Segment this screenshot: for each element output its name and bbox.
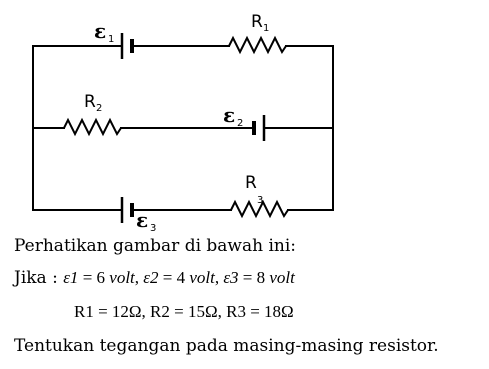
label-e3-sub: 3 xyxy=(150,223,157,234)
label-e1: ε xyxy=(94,19,107,43)
e2-unit: volt xyxy=(189,268,215,287)
resistor-r1 xyxy=(229,38,286,52)
e1-var: ε1 xyxy=(63,268,79,287)
e1-eq: = 6 xyxy=(78,268,110,287)
e2-var: ε2 xyxy=(143,268,159,287)
given-emf-line xyxy=(14,268,295,288)
sep-1: , xyxy=(134,268,144,287)
resistor-r2 xyxy=(64,120,121,134)
label-e2-sub: 2 xyxy=(237,118,244,129)
e2-eq: = 4 xyxy=(158,268,190,287)
label-r1: R xyxy=(251,12,263,32)
question-line: Tentukan tegangan pada masing-masing resistor. xyxy=(14,336,439,356)
label-e3: ε xyxy=(136,208,149,232)
label-r2-sub: 2 xyxy=(96,103,103,114)
e3-unit: volt xyxy=(269,268,295,287)
label-r3: R xyxy=(245,173,257,193)
e3-var: ε3 xyxy=(223,268,239,287)
label-r1-sub: 1 xyxy=(263,23,270,34)
given-resistance-line: R1 = 12Ω, R2 = 15Ω, R3 = 18Ω xyxy=(74,302,294,321)
emf-values xyxy=(63,268,295,287)
e1-unit: volt xyxy=(109,268,135,287)
sep-2: , xyxy=(214,268,224,287)
given-prefix: Jika : xyxy=(14,268,64,288)
instruction-line: Perhatikan gambar di bawah ini: xyxy=(14,236,297,256)
label-r3-sub: 3 xyxy=(257,195,264,206)
label-e1-sub: 1 xyxy=(108,34,115,45)
label-r2: R xyxy=(84,92,96,112)
label-e2: ε xyxy=(223,103,236,127)
e3-eq: = 8 xyxy=(238,268,270,287)
